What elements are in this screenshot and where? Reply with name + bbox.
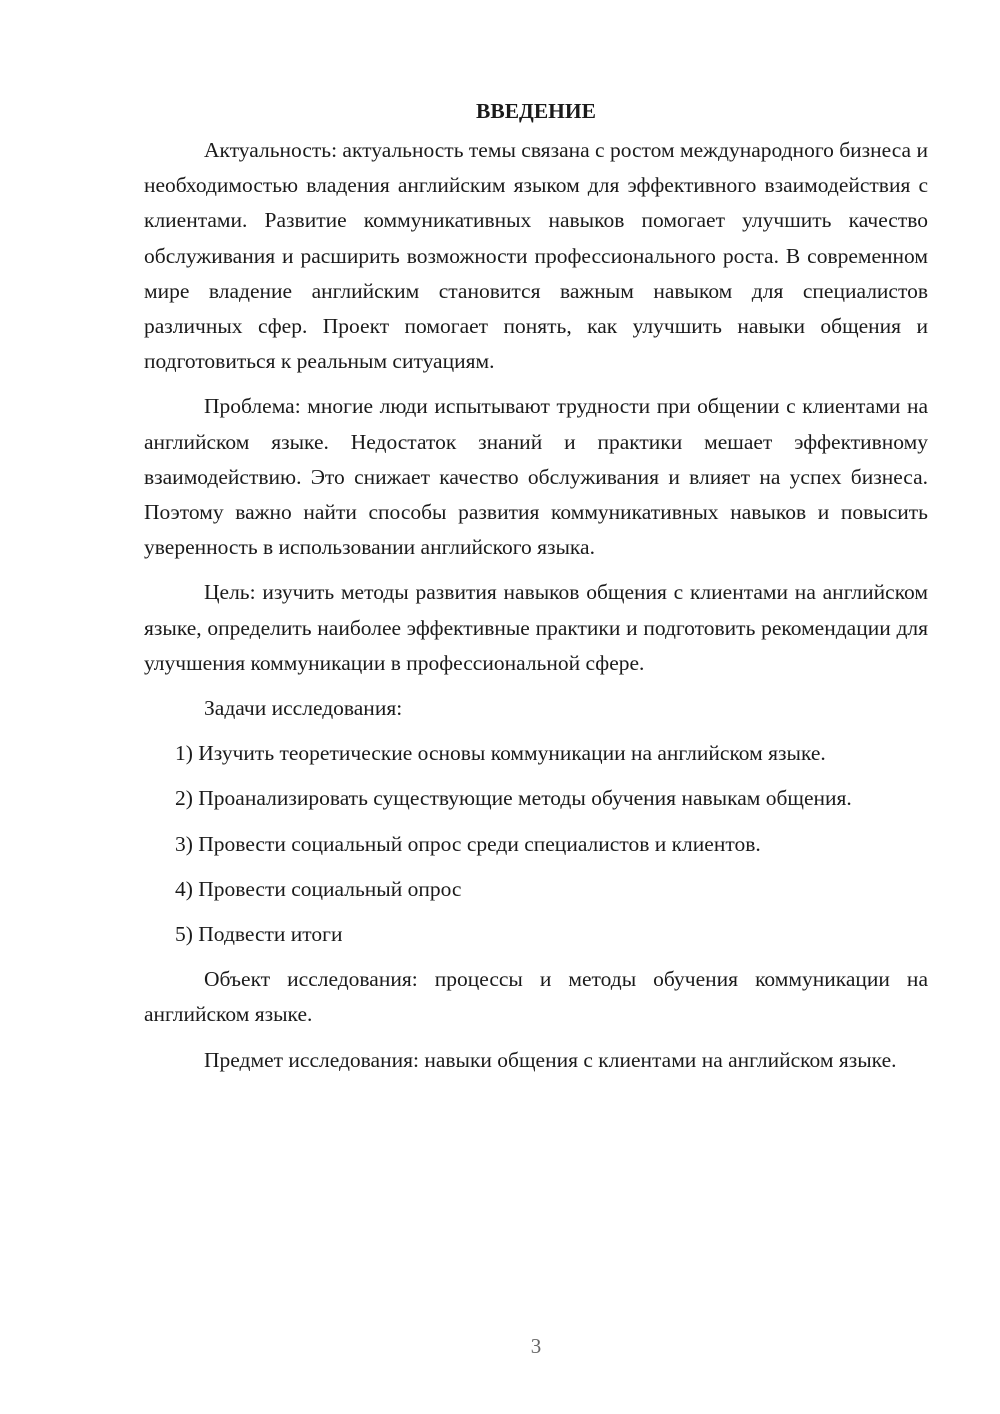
page-number: 3 xyxy=(530,1334,542,1358)
tasks-heading: Задачи исследования: xyxy=(204,696,403,721)
task-item: 3) Провести социальный опрос среди специалистов и клиентов. xyxy=(175,831,761,856)
subject-paragraph: Предмет исследования: навыки общения с клиентами на английском языке. xyxy=(204,1047,897,1072)
problem-paragraph: Проблема: многие люди испытывают трудности при общении с клиентами на английском языке. Недостаток знаний и практики мешает эффективному взаимодействию. Это снижает качество обслуживания и влияет на успех бизнеса. Поэтому важно найти способы развития коммуникативных навыков и повысить уверенность в использовании английского языка. xyxy=(144,394,928,560)
task-item: 5) Подвести итоги xyxy=(175,922,343,947)
relevance-paragraph: Актуальность: актуальность темы связана с ростом международного бизнеса и необходимостью владения английским языком для эффективного взаимодействия с клиентами. Развитие коммуникативных навыков помогает улучшить качество обслуживания и расширить возможности профессионального роста. В современном мире владение английским становится важным навыком для специалистов различных сфер. Проект помогает понять, как улучшить навыки общения и подготовиться к реальным ситуациям. xyxy=(144,138,928,374)
object-paragraph: Объект исследования: процессы и методы обучения коммуникации на английском языке. xyxy=(144,967,928,1027)
page-content xyxy=(144,94,928,1088)
section-title: ВВЕДЕНИЕ xyxy=(476,99,596,123)
task-item: 2) Проанализировать существующие методы обучения навыкам общения. xyxy=(175,786,852,811)
task-item: 1) Изучить теоретические основы коммуникации на английском языке. xyxy=(175,741,826,766)
goal-paragraph: Цель: изучить методы развития навыков общения с клиентами на английском языке, определить наиболее эффективные практики и подготовить рекомендации для улучшения коммуникации в профессиональной сфере. xyxy=(144,580,928,675)
task-item: 4) Провести социальный опрос xyxy=(175,876,462,901)
